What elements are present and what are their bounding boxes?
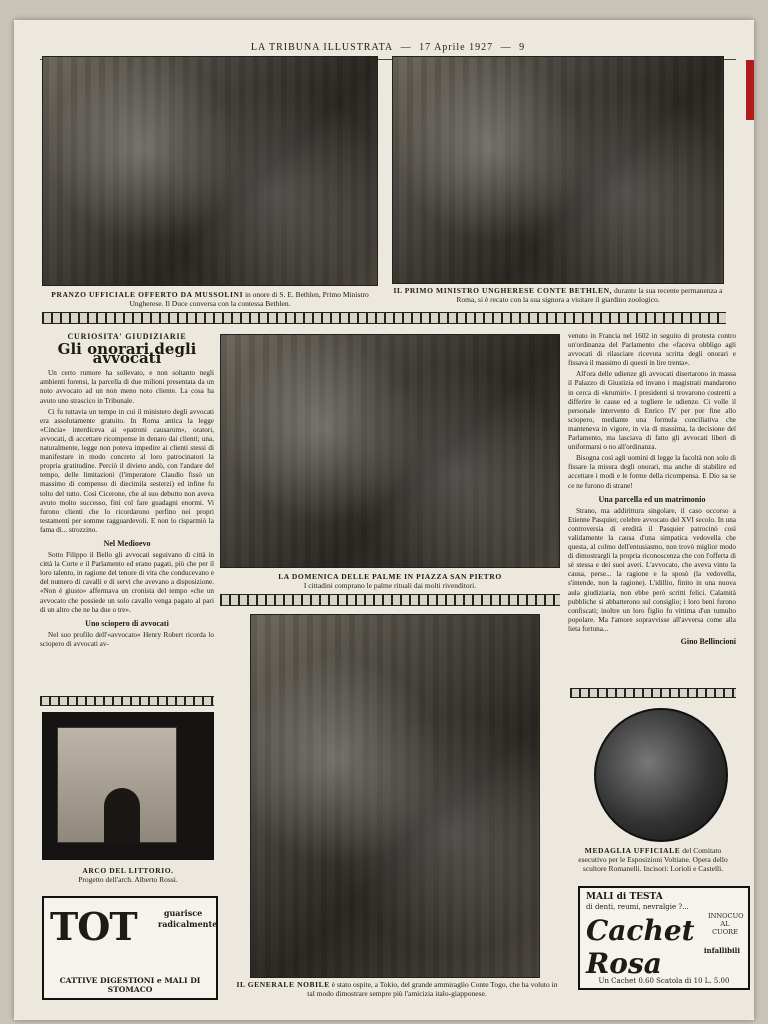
ornamental-divider-left (40, 696, 214, 706)
article-paragraph: Strano, ma addirittura singolare, il caso occorso a Etienne Pasquier, celebre avvocato del XVI secolo. In una controversia di eredità il Pasquier patrocinò così validamente la causa d'una simpatica vedovella che questa, al colmo dell'entusiasmo, non trovò miglior modo di dimostrargli la propria riconoscenza che con l'offerta di sè stessa e dei suoi averi. L'avvocato, che aveva vinto la causa, perse... la ragione e la sposò (la vedovella, s'intende, non la ragione). L'idillio, finito in una nuova aula giudiziaria, non ebbe però scritti felici. Calamità pubbliche si abbatterono sul consiglio; i loro beni furono confiscati; inoltre un loro figlio fu vittima d'un tumulto popolare. Ma l'amore sopravvisse all'avversa come alla lieta fortuna... (568, 506, 736, 633)
page-header: LA TRIBUNA ILLUSTRATA — 17 Aprile 1927 — 9 (40, 42, 736, 60)
caption-bethlen-text: durante la sua recente permanenza a Roma, si è recato con la sua signora a visitare il giardino zoologico. (456, 286, 723, 304)
caption-arch (42, 866, 214, 884)
ornamental-divider-right (570, 688, 736, 698)
article-headline: Gli onorari degli avvocati (57, 340, 197, 368)
ad-tot (42, 896, 218, 1000)
caption-banquet-text: in onore di S. E. Bethlen, Primo Ministro Ungherese. Il Duce conversa con la contessa Bethlen. (129, 290, 369, 308)
article-paragraph: Un certo rumore ha sollevato, e non soltanto negli ambienti forensi, la parcella di due milioni presentata da un noto avvocato ad un non meno noto cliente. La cosa ha avuto uno strascico in Tribunale. (40, 369, 214, 405)
caption-banquet-title: PRANZO UFFICIALE OFFERTO DA MUSSOLINI (51, 290, 244, 299)
ad-cachet-sub: infallibili (703, 946, 740, 955)
ad-tot-footer: CATTIVE DIGESTIONI e MALI DI STOMACO (59, 976, 201, 994)
caption-nobile-title: IL GENERALE NOBILE (236, 980, 330, 989)
caption-bethlen-zoo (392, 286, 724, 304)
article-column-left (40, 332, 214, 702)
arch-building (57, 727, 177, 843)
photo-bethlen-zoo (392, 56, 724, 284)
ornamental-divider-top (42, 312, 726, 324)
caption-arch-title: ARCO DEL LITTORIO. (82, 866, 174, 875)
photo-palm-sunday (220, 334, 560, 568)
ad-cachet-rosa (578, 886, 750, 990)
photo-arch (42, 712, 214, 860)
article-paragraph: Sotto Filippo il Bello gli avvocati seguivano di città in città la Corte e il Parlamento ed erano pagati, più che per il loro talento, in ragione del tenore di vita che conducevano e del numero di cavalli e di servi che avevano a disposizione. «Non è giusto» affermava un cronista del tempo «che un avvocato che possiede un solo cavallo venga pagato al pari di un altro che ne ha due o tre». (40, 551, 214, 614)
ad-cachet-logo: Cachet Rosa (586, 914, 695, 980)
caption-medal-title: MEDAGLIA UFFICIALE (584, 846, 681, 855)
article-paragraph: venuto in Francia nel 1602 in seguito di protesta contro un'ordinanza del Parlamento che «faceva obbligo agli avvocati di rilasciare ricevuta scritta degli onorari e fissava il massimo di questi in lire trenta». (568, 332, 736, 368)
article-subhead: Una parcella ed un matrimonio (598, 494, 706, 504)
caption-bethlen-title: IL PRIMO MINISTRO UNGHERESE CONTE BETHLEN, (393, 286, 613, 295)
article-subhead: Uno sciopero di avvocati (85, 618, 169, 628)
caption-palm-sunday (220, 572, 560, 590)
photo-banquet (42, 56, 378, 286)
article-paragraph: Nel suo profilo dell'«avvocato» Henry Robert ricorda lo sciopero di avvocati av- (40, 630, 214, 648)
caption-nobile-text: è stato ospite, a Tokio, del grande ammiraglio Conte Togo, che ha voluto in tal modo dimostrare sempre più l'amicizia italo-giapponese. (307, 980, 558, 998)
caption-palm-title: LA DOMENICA DELLE PALME IN PIAZZA SAN PIETRO (278, 572, 502, 581)
arch-door (104, 788, 140, 844)
ad-tot-logo: TOT (50, 904, 137, 949)
ad-tot-side: guarisce radicalmente (158, 908, 218, 929)
ad-cachet-side: INNOCUO AL CUORE (708, 912, 744, 936)
article-kicker: CURIOSITA' GIUDIZIARIE (67, 332, 187, 341)
caption-medal-text: del Comitato esecutivo per le Esposizioni Voltiane. Opera dello scultore Romanelli. Incisori: Lorioli e Castelli. (578, 846, 728, 873)
ad-cachet-top-line2: di denti, reumi, nevralgie ?... (586, 903, 689, 911)
caption-palm-text: I cittadini comprano le palme rituali dai molti rivenditori. (303, 581, 477, 590)
ad-cachet-top (586, 892, 689, 912)
article-subhead: Nel Medioevo (103, 538, 151, 548)
caption-arch-text: Progetto dell'arch. Alberto Rossi. (78, 875, 178, 884)
publication-title: LA TRIBUNA ILLUSTRATA (250, 42, 394, 53)
medal-image (594, 708, 728, 842)
article-paragraph: Ci fu tuttavia un tempo in cui il ministero degli avvocati era assolutamente gratuito. In Roma antica la legge «Cincia» interdiceva ai «patroni causarum», oratori, avvocati, di accettare ricompense in denaro dai clienti; una, naturalmente, legge non poteva impedire ai clienti stessi di manifestare in modo concreto al loro patrocinatori la propria gratitudine. Perciò il divieto andò, con l'andare del tempo, delle limitazioni (l'imperatore Claudio fissò un massimo di compenso di diecimila sesterzi) ed infine fu tolto del tutto. Così Cicerone, che al suo debutto non aveva avuto molto successo, finì col fare guadagni enormi. Vi furono clienti che lo ricordarono perfino nei propri testamenti per somme ragguardevoli. E non lo risparmiò la fama di... strozzino. (40, 407, 214, 534)
page-number: 9 (519, 42, 526, 53)
article-paragraph: All'ora delle udienze gli avvocati disertarono in massa il Palazzo di Giustizia ed invano i magistrati mandarono in cerca di «krumiri». I presidenti si trovarono costretti a differire le cause ed a togliere le udienze. Ci volle il personale intervento di Enrico IV per por fine allo sciopero, mediante una formula conciliativa che manteneva in vigore, in via di massima, la decisione del Parlamento, ma lasciava di fatto gli avvocati liberi di uniformarsi o no all'ordinanza. (568, 370, 736, 452)
article-paragraph: Bisogna così agli uomini di legge la facoltà non solo di fissare la misura degli onorari, ma anche di stabilire ed accettare i modi e le forme della ricompensa. E Dio sa se ce ne furono di strane! (568, 454, 736, 490)
magazine-page (14, 20, 754, 1020)
caption-banquet (42, 290, 378, 308)
caption-general-nobile (234, 980, 560, 998)
ad-cachet-top-line1: MALI di TESTA (586, 892, 663, 902)
ornamental-divider-middle (220, 594, 560, 606)
issue-date: 17 Aprile 1927 (419, 42, 494, 53)
article-column-right (568, 332, 736, 694)
photo-general-nobile (250, 614, 540, 978)
caption-medal (570, 846, 736, 873)
ad-cachet-footer: Un Cachet 0.60 Scatola di 10 L. 5.00 (598, 977, 730, 985)
red-tab (746, 60, 754, 120)
article-signature: Gino Bellincioni (680, 637, 736, 646)
